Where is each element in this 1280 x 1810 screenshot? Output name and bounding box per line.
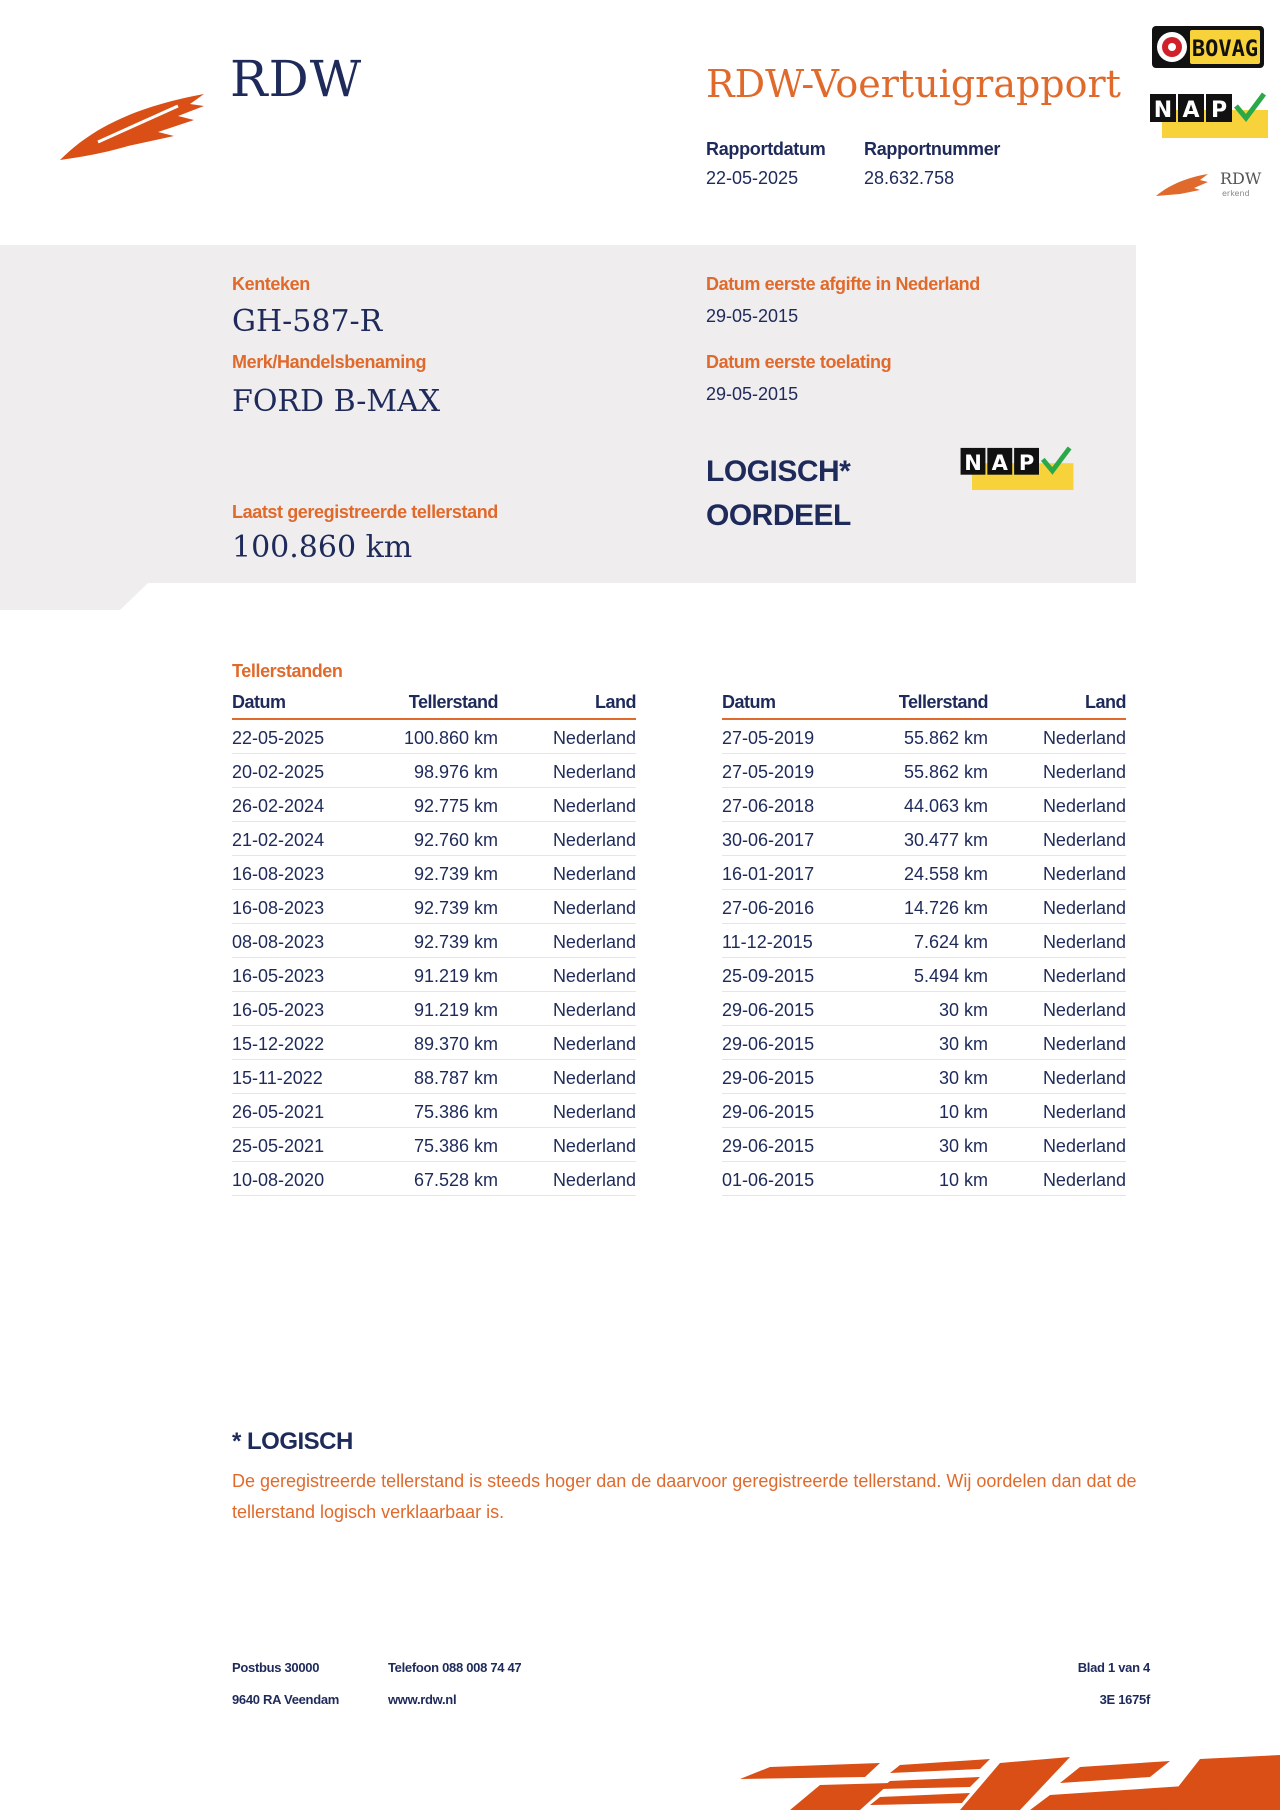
table-row [232,890,636,924]
row-land: Nederland [1042,1000,1126,1020]
row-datum: 29-06-2015 [722,1034,815,1054]
row-land: Nederland [552,932,636,952]
tellerstand-value: 100.860 km [232,530,413,565]
row-land: Nederland [552,728,636,748]
row-land: Nederland [552,762,636,782]
row-datum: 30-06-2017 [722,830,815,850]
vehicle-info-panel [0,245,1136,610]
kenteken-value: GH-587-R [232,304,383,339]
row-datum: 21-02-2024 [232,830,325,850]
row-tellerstand: 44.063 km [903,796,988,816]
row-land: Nederland [552,1136,636,1156]
svg-text:RDW: RDW [1220,169,1262,188]
table-row [232,788,636,822]
row-tellerstand: 67.528 km [413,1170,498,1190]
table-row [232,1060,636,1094]
header-tellerstand: Tellerstand [898,692,988,712]
nap-verdict [706,450,851,538]
row-tellerstand: 14.726 km [903,898,988,918]
row-land: Nederland [1042,932,1126,952]
svg-text:N: N [964,449,982,475]
rapportnummer-value: 28.632.758 [864,168,955,188]
table-row [722,1162,1126,1196]
row-datum: 22-05-2025 [232,728,325,748]
table-row [232,822,636,856]
row-tellerstand: 88.787 km [413,1068,498,1088]
table-row [722,1094,1126,1128]
row-land: Nederland [552,1034,636,1054]
row-tellerstand: 30 km [938,1136,988,1156]
row-tellerstand: 30 km [938,1034,988,1054]
row-land: Nederland [1042,1102,1126,1122]
toelating-label: Datum eerste toelating [706,352,892,372]
svg-text:N: N [1153,98,1173,123]
row-datum: 11-12-2015 [722,932,813,952]
footer-code: 3E 1675f [1099,1692,1150,1707]
svg-text:P: P [1018,449,1035,475]
footer-postbus: Postbus 30000 [232,1660,320,1675]
row-tellerstand: 30 km [938,1068,988,1088]
table-row [232,1128,636,1162]
nap-badge-icon [1150,92,1268,138]
row-tellerstand: 91.219 km [413,966,498,986]
footnote-title: * LOGISCH [232,1428,353,1455]
header-datum: Datum [722,692,776,712]
row-tellerstand: 98.976 km [413,762,498,782]
header-land: Land [595,692,636,712]
table-row [722,890,1126,924]
table-row [232,992,636,1026]
table-header [722,690,1126,720]
row-datum: 25-09-2015 [722,966,815,986]
row-tellerstand: 92.775 km [413,796,498,816]
row-tellerstand: 92.760 km [413,830,498,850]
afgifte-label: Datum eerste afgifte in Nederland [706,274,980,294]
kenteken-label: Kenteken [232,274,310,294]
row-datum: 10-08-2020 [232,1170,325,1190]
header-tellerstand: Tellerstand [408,692,498,712]
table-row [232,924,636,958]
row-land: Nederland [1042,1034,1126,1054]
row-tellerstand: 89.370 km [413,1034,498,1054]
row-tellerstand: 10 km [938,1102,988,1122]
table-row [722,992,1126,1026]
row-land: Nederland [552,830,636,850]
afgifte-value: 29-05-2015 [706,306,799,326]
row-land: Nederland [552,1102,636,1122]
rapportdatum-label: Rapportdatum [706,139,826,159]
toelating-value: 29-05-2015 [706,384,799,404]
table-row [232,856,636,890]
svg-text:erkend: erkend [1222,189,1250,198]
table-row [722,720,1126,754]
footnote-text: De geregistreerde tellerstand is steeds hoger dan de daarvoor geregistreerde tellerstand. Wij oordelen dan dat de tellerstand logisch verklaarbaar is. [232,1471,1137,1522]
row-tellerstand: 55.862 km [903,728,988,748]
row-datum: 16-08-2023 [232,864,325,884]
svg-text:A: A [1182,98,1200,123]
row-land: Nederland [1042,966,1126,986]
row-datum: 16-05-2023 [232,966,325,986]
row-land: Nederland [552,864,636,884]
rdw-stripes-decoration [730,1755,1280,1810]
svg-text:A: A [991,449,1008,475]
header-datum: Datum [232,692,286,712]
row-tellerstand: 7.624 km [913,932,988,952]
row-land: Nederland [552,898,636,918]
row-land: Nederland [1042,1068,1126,1088]
row-land: Nederland [552,796,636,816]
row-datum: 27-05-2019 [722,728,815,748]
rapportnummer-label: Rapportnummer [864,139,1001,159]
row-datum: 27-06-2016 [722,898,815,918]
table-row [722,924,1126,958]
verdict-line-2: OORDEEL [706,499,851,532]
row-tellerstand: 91.219 km [413,1000,498,1020]
table-row [722,1060,1126,1094]
row-datum: 20-02-2025 [232,762,325,782]
row-tellerstand: 92.739 km [413,864,498,884]
row-datum: 01-06-2015 [722,1170,815,1190]
row-datum: 25-05-2021 [232,1136,325,1156]
row-land: Nederland [552,1000,636,1020]
table-row [722,1026,1126,1060]
row-datum: 26-02-2024 [232,796,325,816]
row-land: Nederland [1042,830,1126,850]
table-row [232,1094,636,1128]
tellerstand-label: Laatst geregistreerde tellerstand [232,502,498,522]
row-datum: 16-01-2017 [722,864,815,884]
table-row [232,1162,636,1196]
table-row [232,720,636,754]
row-tellerstand: 10 km [938,1170,988,1190]
row-land: Nederland [1042,762,1126,782]
row-tellerstand: 55.862 km [903,762,988,782]
table-row [722,1128,1126,1162]
bovag-badge-icon [1152,26,1264,68]
row-datum: 29-06-2015 [722,1000,815,1020]
row-datum: 16-08-2023 [232,898,325,918]
row-land: Nederland [1042,796,1126,816]
table-row [722,958,1126,992]
header-land: Land [1085,692,1126,712]
row-tellerstand: 75.386 km [413,1136,498,1156]
row-datum: 27-05-2019 [722,762,815,782]
row-land: Nederland [552,966,636,986]
row-datum: 29-06-2015 [722,1102,815,1122]
row-tellerstand: 75.386 km [413,1102,498,1122]
brand-name: RDW [230,50,363,108]
row-tellerstand: 30.477 km [903,830,988,850]
row-datum: 26-05-2021 [232,1102,325,1122]
table-row [232,1026,636,1060]
footer-blad: Blad 1 van 4 [1077,1660,1150,1675]
nap-verdict-badge-icon [960,446,1074,490]
row-datum: 29-06-2015 [722,1136,815,1156]
tellerstanden-title: Tellerstanden [232,661,343,681]
row-land: Nederland [1042,898,1126,918]
row-land: Nederland [1042,1170,1126,1190]
row-datum: 16-05-2023 [232,1000,325,1020]
row-tellerstand: 92.739 km [413,898,498,918]
row-datum: 15-11-2022 [232,1068,323,1088]
row-datum: 29-06-2015 [722,1068,815,1088]
row-land: Nederland [1042,728,1126,748]
row-land: Nederland [552,1170,636,1190]
merk-label: Merk/Handelsbenaming [232,352,427,372]
verdict-line-1: LOGISCH* [706,455,851,488]
svg-text:P: P [1210,98,1228,123]
merk-value: FORD B-MAX [232,384,441,419]
row-tellerstand: 92.739 km [413,932,498,952]
tellerstanden-table-left [232,690,636,1196]
tellerstanden-table-right [722,690,1126,1196]
row-datum: 27-06-2018 [722,796,815,816]
row-tellerstand: 24.558 km [903,864,988,884]
row-land: Nederland [1042,1136,1126,1156]
footer-telefoon: Telefoon 088 008 74 47 [388,1660,522,1675]
table-row [722,788,1126,822]
row-tellerstand: 30 km [938,1000,988,1020]
row-land: Nederland [552,1068,636,1088]
rapportdatum-value: 22-05-2025 [706,168,799,188]
table-header [232,690,636,720]
report-title: RDW-Voertuigrapport [706,62,1121,106]
footer-adres: 9640 RA Veendam [232,1692,340,1707]
footer-website[interactable]: www.rdw.nl [388,1692,457,1707]
table-row [722,754,1126,788]
row-land: Nederland [1042,864,1126,884]
table-row [722,822,1126,856]
row-datum: 15-12-2022 [232,1034,325,1054]
row-tellerstand: 100.860 km [403,728,498,748]
row-datum: 08-08-2023 [232,932,325,952]
bovag-text: BOVAG [1191,37,1259,62]
rdw-logo-icon [58,82,208,162]
row-tellerstand: 5.494 km [913,966,988,986]
table-row [722,856,1126,890]
rdw-erkend-icon [1154,166,1266,200]
table-row [232,754,636,788]
table-row [232,958,636,992]
